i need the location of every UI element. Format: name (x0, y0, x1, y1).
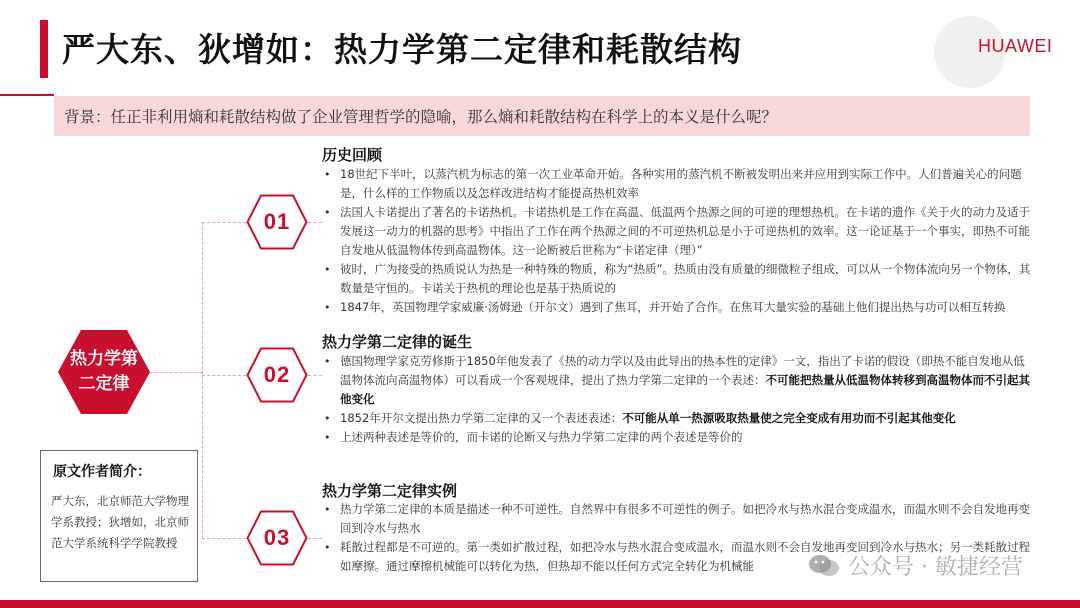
watermark-text: 公众号 · 敏捷经营 (848, 555, 1023, 580)
list-item: • 彼时，广为接受的热质说认为热是一种特殊的物质，称为“热质”。热质由没有质量的细微粒子组成，可以从一个物体流向另一个物体，其数量是守恒的。卡诺关于热机的理论也是基于热质说的 (324, 262, 1031, 295)
huawei-logo: HUAWEI (978, 36, 1053, 56)
birth-list (322, 352, 1034, 447)
header-divider (0, 94, 54, 96)
title-accent-bar (40, 20, 48, 78)
connector-vertical (202, 222, 203, 538)
connector-02-right (308, 375, 322, 376)
connector-02 (202, 375, 246, 376)
list-item: • 耗散过程都是不可逆的。第一类如扩散过程，如把冷水与热水混合变成温水，而温水则不会自发地再变回到冷水与热水；另一类耗散过程如摩擦。通过摩擦机械能可以转化为热，但热却不能以任何方式完全转化为机械能 (324, 540, 1030, 573)
list-item: • 热力学第二定律的本质是描述一种不可逆性。自然界中有很多不可逆性的例子。如把冷水与热水混合变成温水，而温水则不会自发地再变回到冷水与热水 (324, 502, 1030, 535)
connector-03-right (308, 538, 322, 539)
section-title-history: 历史回顾 (322, 146, 383, 164)
history-list (322, 165, 1034, 317)
author-text: 严大东，北京师范大学物理学系教授；狄增如，北京师范大学系统科学学院教授 (51, 494, 189, 550)
connector-01 (202, 222, 246, 223)
list-item: • 上述两种表述是等价的，而卡诺的论断又与热力学第二定律的两个表述是等价的 (324, 430, 743, 444)
list-item: • 1852年开尔文提出热力学第二定律的又一个表述表述：不可能从单一热源吸取热量使之完全变成有用功而不引起其他变化 (324, 411, 956, 425)
wechat-icon (808, 553, 840, 579)
author-title: 原文作者简介： (53, 464, 151, 480)
list-item: • 18世纪下半叶，以蒸汽机为标志的第一次工业革命开始。各种实用的蒸汽机不断被发明出来并应用到实际工作中。人们普遍关心的问题是，什么样的工作物质以及怎样改进结构才能提高热机效率 (324, 167, 1022, 200)
section-number-01: 01 (263, 209, 291, 234)
connector-01-right (308, 222, 322, 223)
section-title-examples: 热力学第二定律实例 (322, 482, 458, 500)
connector-03 (202, 538, 246, 539)
section-number-03: 03 (263, 525, 291, 550)
center-hexagon-label: 热力学第 二定律 (70, 349, 138, 394)
connector-center (150, 372, 202, 373)
list-item: • 法国人卡诺提出了著名的卡诺热机。卡诺热机是工作在高温、低温两个热源之间的可逆的理想热机。在卡诺的遗作《关于火的动力及适于发展这一动力的机器的思考》中指出了工作在两个热源之间的不可逆热机总是小于可逆热机的效率。这一论证基于一个事实，即热不可能自发地从低温物体传到高温物体。这一论断被后世称为“卡诺定律（理）” (324, 205, 1030, 257)
bottom-bar (0, 600, 1080, 608)
page-title: 严大东、狄增如：热力学第二定律和耗散结构 (62, 30, 742, 69)
background-text: 背景：任正非利用熵和耗散结构做了企业管理哲学的隐喻，那么熵和耗散结构在科学上的本义是什么呢？ (64, 108, 778, 126)
list-item: • 德国物理学家克劳修斯于1850年他发表了《热的动力学以及由此导出的热本性的定律》一文，指出了卡诺的假设（即热不能自发地从低温物体流向高温物体）可以看成一个客观规律，提出了热力学第二定律的一个表述：不可能把热量从低温物体转移到高温物体而不引起其他变化 (324, 354, 1030, 406)
section-title-birth: 热力学第二定律的诞生 (322, 333, 473, 351)
background-banner (54, 96, 1030, 136)
section-number-02: 02 (263, 362, 291, 387)
list-item: • 1847年，英国物理学家威廉·汤姆逊（开尔文）遇到了焦耳，并开始了合作。在焦耳大量实验的基础上他们提出热与功可以相互转换 (324, 300, 1006, 314)
author-box (40, 450, 198, 582)
watermark (808, 550, 1023, 581)
